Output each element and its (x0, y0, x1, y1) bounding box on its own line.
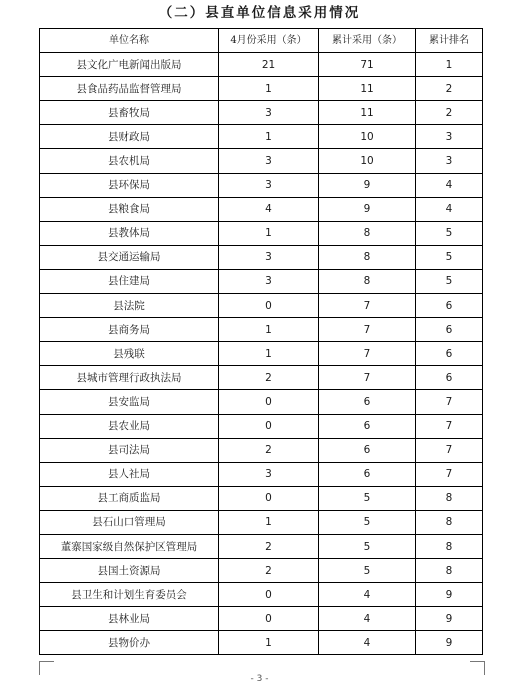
cell-unit-name: 县交通运输局 (40, 245, 219, 269)
cell-unit-name: 县文化广电新闻出版局 (40, 53, 219, 77)
cell-april-adopted: 2 (219, 366, 319, 390)
cell-cumulative-adopted: 10 (319, 125, 416, 149)
cell-unit-name: 县商务局 (40, 318, 219, 342)
cell-cumulative-rank: 2 (416, 77, 483, 101)
cell-cumulative-rank: 8 (416, 559, 483, 583)
table-row (40, 173, 483, 197)
cell-cumulative-adopted: 5 (319, 486, 416, 510)
header-april-adopted: 4月份采用（条） (219, 29, 319, 53)
cell-unit-name: 县城市管理行政执法局 (40, 366, 219, 390)
table-row (40, 631, 483, 655)
cell-unit-name: 县食品药品监督管理局 (40, 77, 219, 101)
cell-cumulative-adopted: 4 (319, 583, 416, 607)
cell-unit-name: 县粮食局 (40, 197, 219, 221)
table-row (40, 245, 483, 269)
cell-april-adopted: 3 (219, 101, 319, 125)
cell-unit-name: 县法院 (40, 294, 219, 318)
cell-unit-name: 县财政局 (40, 125, 219, 149)
cell-cumulative-rank: 7 (416, 390, 483, 414)
cell-unit-name: 县工商质监局 (40, 486, 219, 510)
table-row (40, 77, 483, 101)
page-corner-mark-right (470, 661, 485, 675)
cell-april-adopted: 0 (219, 583, 319, 607)
cell-unit-name: 县畜牧局 (40, 101, 219, 125)
table-row (40, 534, 483, 558)
cell-cumulative-rank: 6 (416, 366, 483, 390)
cell-april-adopted: 0 (219, 414, 319, 438)
cell-cumulative-adopted: 5 (319, 534, 416, 558)
cell-cumulative-adopted: 7 (319, 366, 416, 390)
cell-cumulative-adopted: 4 (319, 631, 416, 655)
cell-april-adopted: 3 (219, 149, 319, 173)
cell-cumulative-adopted: 6 (319, 462, 416, 486)
cell-cumulative-adopted: 8 (319, 269, 416, 293)
cell-cumulative-rank: 4 (416, 173, 483, 197)
cell-april-adopted: 0 (219, 607, 319, 631)
cell-cumulative-rank: 6 (416, 318, 483, 342)
cell-cumulative-rank: 1 (416, 53, 483, 77)
cell-unit-name: 县国土资源局 (40, 559, 219, 583)
cell-cumulative-rank: 9 (416, 607, 483, 631)
cell-unit-name: 县司法局 (40, 438, 219, 462)
cell-cumulative-adopted: 8 (319, 221, 416, 245)
adoption-table (39, 28, 483, 655)
cell-unit-name: 县教体局 (40, 221, 219, 245)
cell-cumulative-adopted: 10 (319, 149, 416, 173)
table-row (40, 53, 483, 77)
table-row (40, 486, 483, 510)
cell-cumulative-adopted: 7 (319, 342, 416, 366)
cell-unit-name: 县人社局 (40, 462, 219, 486)
cell-cumulative-adopted: 8 (319, 245, 416, 269)
cell-cumulative-rank: 8 (416, 534, 483, 558)
cell-cumulative-rank: 7 (416, 462, 483, 486)
table-row (40, 366, 483, 390)
cell-cumulative-adopted: 9 (319, 197, 416, 221)
cell-unit-name: 县石山口管理局 (40, 510, 219, 534)
cell-cumulative-rank: 5 (416, 221, 483, 245)
table-row (40, 438, 483, 462)
cell-april-adopted: 1 (219, 221, 319, 245)
cell-april-adopted: 3 (219, 245, 319, 269)
header-unit-name: 单位名称 (40, 29, 219, 53)
table-row (40, 462, 483, 486)
cell-unit-name: 县物价办 (40, 631, 219, 655)
cell-april-adopted: 1 (219, 77, 319, 101)
cell-april-adopted: 2 (219, 534, 319, 558)
page-corner-mark-left (39, 661, 54, 675)
cell-cumulative-adopted: 5 (319, 559, 416, 583)
cell-april-adopted: 3 (219, 462, 319, 486)
cell-cumulative-rank: 3 (416, 125, 483, 149)
table-body (40, 53, 483, 655)
cell-cumulative-adopted: 11 (319, 101, 416, 125)
cell-cumulative-adopted: 5 (319, 510, 416, 534)
cell-unit-name: 县安监局 (40, 390, 219, 414)
cell-cumulative-rank: 3 (416, 149, 483, 173)
cell-april-adopted: 1 (219, 342, 319, 366)
table-row (40, 559, 483, 583)
table-row (40, 149, 483, 173)
table-row (40, 125, 483, 149)
cell-cumulative-rank: 2 (416, 101, 483, 125)
cell-april-adopted: 1 (219, 125, 319, 149)
table-row (40, 414, 483, 438)
cell-cumulative-rank: 8 (416, 486, 483, 510)
table-header-row (40, 29, 483, 53)
header-cumulative-rank: 累计排名 (416, 29, 483, 53)
table-row (40, 269, 483, 293)
cell-unit-name: 县环保局 (40, 173, 219, 197)
cell-cumulative-rank: 4 (416, 197, 483, 221)
cell-april-adopted: 0 (219, 294, 319, 318)
cell-april-adopted: 0 (219, 486, 319, 510)
cell-april-adopted: 3 (219, 269, 319, 293)
cell-unit-name: 董寨国家级自然保护区管理局 (40, 534, 219, 558)
cell-april-adopted: 1 (219, 510, 319, 534)
table-row (40, 197, 483, 221)
table-row (40, 583, 483, 607)
cell-cumulative-adopted: 7 (319, 294, 416, 318)
cell-cumulative-rank: 9 (416, 583, 483, 607)
cell-cumulative-adopted: 6 (319, 414, 416, 438)
cell-unit-name: 县住建局 (40, 269, 219, 293)
cell-cumulative-adopted: 7 (319, 318, 416, 342)
cell-cumulative-rank: 5 (416, 269, 483, 293)
cell-unit-name: 县残联 (40, 342, 219, 366)
cell-cumulative-rank: 6 (416, 342, 483, 366)
page-title: （二）县直单位信息采用情况 (158, 5, 361, 21)
page-number: - 3 - (250, 674, 269, 684)
cell-april-adopted: 4 (219, 197, 319, 221)
cell-unit-name: 县卫生和计划生育委员会 (40, 583, 219, 607)
cell-cumulative-rank: 7 (416, 414, 483, 438)
cell-cumulative-rank: 9 (416, 631, 483, 655)
cell-april-adopted: 0 (219, 390, 319, 414)
table-row (40, 318, 483, 342)
cell-cumulative-rank: 8 (416, 510, 483, 534)
cell-cumulative-adopted: 71 (319, 53, 416, 77)
cell-april-adopted: 1 (219, 318, 319, 342)
table-row (40, 510, 483, 534)
cell-april-adopted: 2 (219, 559, 319, 583)
table-row (40, 390, 483, 414)
cell-april-adopted: 3 (219, 173, 319, 197)
table-row (40, 221, 483, 245)
table-row (40, 607, 483, 631)
header-cumulative-adopted: 累计采用（条） (319, 29, 416, 53)
cell-cumulative-rank: 5 (416, 245, 483, 269)
cell-cumulative-adopted: 11 (319, 77, 416, 101)
cell-unit-name: 县农机局 (40, 149, 219, 173)
cell-april-adopted: 2 (219, 438, 319, 462)
cell-unit-name: 县农业局 (40, 414, 219, 438)
table-row (40, 101, 483, 125)
cell-april-adopted: 21 (219, 53, 319, 77)
cell-cumulative-rank: 6 (416, 294, 483, 318)
table-row (40, 342, 483, 366)
cell-cumulative-adopted: 6 (319, 390, 416, 414)
table-row (40, 294, 483, 318)
cell-unit-name: 县林业局 (40, 607, 219, 631)
cell-cumulative-adopted: 9 (319, 173, 416, 197)
cell-cumulative-adopted: 4 (319, 607, 416, 631)
cell-cumulative-rank: 7 (416, 438, 483, 462)
cell-april-adopted: 1 (219, 631, 319, 655)
cell-cumulative-adopted: 6 (319, 438, 416, 462)
